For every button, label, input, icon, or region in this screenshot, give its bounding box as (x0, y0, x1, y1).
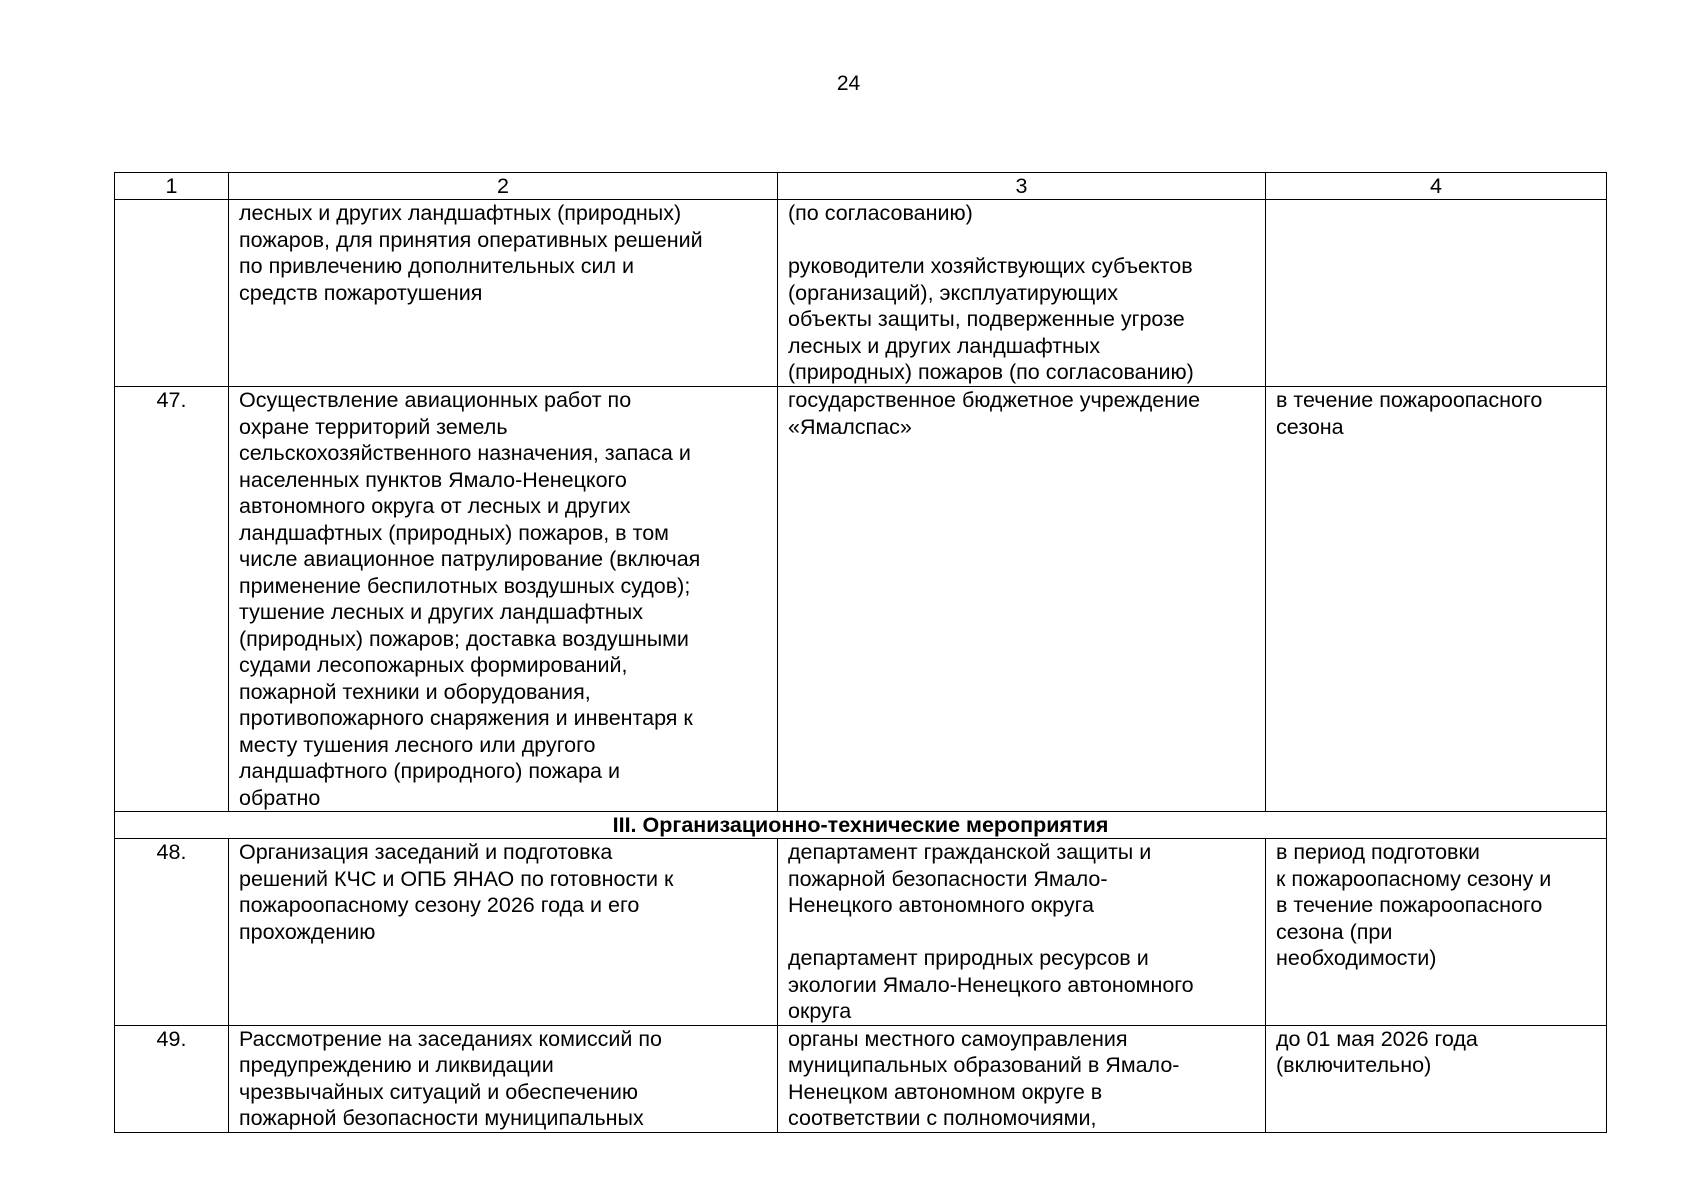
deadline-cell (1266, 200, 1607, 387)
activity-cell: лесных и других ландшафтных (природных) пожаров, для принятия оперативных решений по привлечению дополнительных сил и средств пожаротушения (229, 200, 778, 387)
table-row-continued (115, 200, 1607, 387)
responsible-cell: органы местного самоуправления муниципальных образований в Ямало- Ненецком автономном округе в соответствии с полномочиями, (778, 1025, 1266, 1132)
row-number: 48. (115, 839, 229, 1026)
column-header-3: 3 (778, 173, 1266, 200)
deadline-cell: в течение пожароопасного сезона (1266, 387, 1607, 812)
row-number: 49. (115, 1025, 229, 1132)
table-row-48 (115, 839, 1607, 1026)
row-number: 47. (115, 387, 229, 812)
activity-cell: Рассмотрение на заседаниях комиссий по предупреждению и ликвидации чрезвычайных ситуаций и обеспечению пожарной безопасности муниципальных (229, 1025, 778, 1132)
responsible-cell: (по согласованию) руководители хозяйствующих субъектов (организаций), эксплуатирующих объекты защиты, подверженные угрозе лесных и других ландшафтных (природных) пожаров (по согласованию) (778, 200, 1266, 387)
activity-cell: Организация заседаний и подготовка решений КЧС и ОПБ ЯНАО по готовности к пожароопасному сезону 2026 года и его прохождению (229, 839, 778, 1026)
column-header-4: 4 (1266, 173, 1607, 200)
row-number (115, 200, 229, 387)
deadline-cell: в период подготовки к пожароопасному сезону и в течение пожароопасного сезона (при необходимости) (1266, 839, 1607, 1026)
deadline-cell: до 01 мая 2026 года (включительно) (1266, 1025, 1607, 1132)
section-row (115, 812, 1607, 839)
table-row-47 (115, 387, 1607, 812)
measures-table (114, 172, 1607, 1133)
table-header-row (115, 173, 1607, 200)
responsible-cell: департамент гражданской защиты и пожарной безопасности Ямало- Ненецкого автономного округа департамент природных ресурсов и экологии Ямало-Ненецкого автономного округа (778, 839, 1266, 1026)
column-header-2: 2 (229, 173, 778, 200)
column-header-1: 1 (115, 173, 229, 200)
page-number: 24 (836, 72, 861, 95)
table-row-49 (115, 1025, 1607, 1132)
section-title: III. Организационно-технические мероприятия (115, 812, 1607, 839)
activity-cell: Осуществление авиационных работ по охране территорий земель сельскохозяйственного назначения, запаса и населенных пунктов Ямало-Ненецкого автономного округа от лесных и других ландшафтных (природных) пожаров, в том числе авиационное патрулирование (включая применение беспилотных воздушных судов); тушение лесных и других ландшафтных (природных) пожаров; доставка воздушными судами лесопожарных формирований, пожарной техники и оборудования, противопожарного снаряжения и инвентаря к месту тушения лесного или другого ландшафтного (природного) пожара и обратно (229, 387, 778, 812)
responsible-cell: государственное бюджетное учреждение «Ямалспас» (778, 387, 1266, 812)
